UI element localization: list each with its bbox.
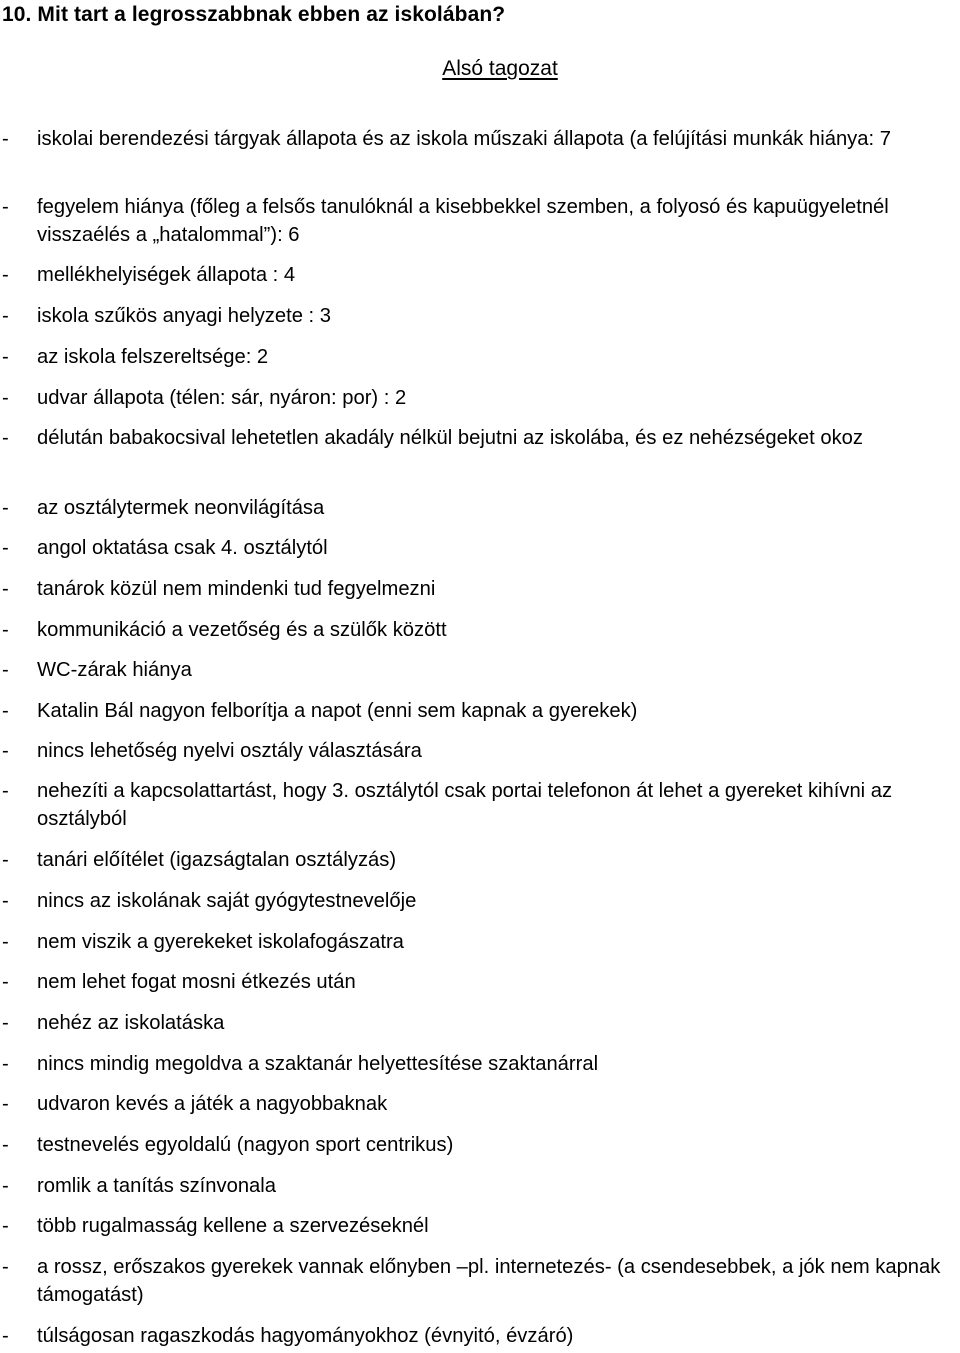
list-item-text: nincs lehetőség nyelvi osztály választására	[37, 740, 422, 762]
list-item	[0, 384, 958, 412]
list-item-text: udvaron kevés a játék a nagyobbaknak	[37, 1093, 388, 1115]
list-item	[0, 968, 958, 996]
list-item-text: udvar állapota (télen: sár, nyáron: por) : 2	[37, 387, 407, 409]
question-heading: 10. Mit tart a legrosszabbnak ebben az iskolában?	[2, 3, 506, 26]
list-item	[0, 656, 958, 684]
list-item	[0, 494, 958, 522]
list-item-text: nem viszik a gyerekeket iskolafogászatra	[37, 931, 404, 953]
list-item-text: az osztálytermek neonvilágítása	[37, 497, 325, 519]
list-item-text: a rossz, erőszakos gyerekek vannak előnyben –pl. internetezés- (a csendesebbek, a jók nem kapnak támogatást)	[37, 1256, 941, 1306]
list-item-text: nincs az iskolának saját gyógytestnevelője	[37, 890, 417, 912]
list-item	[0, 777, 958, 833]
list-item-text: nehezíti a kapcsolattartást, hogy 3. osztálytól csak portai telefonon át lehet a gyereket kihívni az osztályból	[37, 780, 893, 830]
bullet-dash: -	[2, 346, 9, 368]
bullet-dash: -	[2, 497, 9, 519]
bullet-dash: -	[2, 780, 9, 802]
bullet-dash: -	[2, 1175, 9, 1197]
list-item	[0, 1172, 958, 1200]
list-item-text: mellékhelyiségek állapota : 4	[37, 264, 296, 286]
bullet-dash: -	[2, 1215, 9, 1237]
bullet-dash: -	[2, 264, 9, 286]
list-item	[0, 616, 958, 644]
list-item	[0, 125, 958, 153]
list-item	[0, 697, 958, 725]
bullet-dash: -	[2, 1134, 9, 1156]
bullet-dash: -	[2, 971, 9, 993]
list-item-text: tanárok közül nem mindenki tud fegyelmezni	[37, 578, 436, 600]
list-item	[0, 1212, 958, 1240]
list-item	[0, 193, 958, 249]
list-item-text: túlságosan ragaszkodás hagyományokhoz (évnyitó, évzáró)	[37, 1325, 574, 1347]
list-item	[0, 575, 958, 603]
bullet-dash: -	[2, 890, 9, 912]
list-item-text: kommunikáció a vezetőség és a szülők között	[37, 619, 447, 641]
list-item-text: fegyelem hiánya (főleg a felsős tanulóknál a kisebbekkel szemben, a folyosó és kapuügyeletnél visszaélés a „hatalommal”): 6	[37, 196, 889, 246]
list-item	[0, 534, 958, 562]
list-item-text: iskola szűkös anyagi helyzete : 3	[37, 305, 332, 327]
section-title-row	[0, 54, 960, 84]
list-item	[0, 846, 958, 874]
list-item-text: délután babakocsival lehetetlen akadály nélkül bejutni az iskolába, és ez nehézségeket okoz	[37, 427, 863, 449]
bullet-dash: -	[2, 1256, 9, 1278]
bullet-dash: -	[2, 619, 9, 641]
bullet-dash: -	[2, 659, 9, 681]
bullet-dash: -	[2, 849, 9, 871]
list-item	[0, 887, 958, 915]
list-item-text: angol oktatása csak 4. osztálytól	[37, 537, 328, 559]
list-item	[0, 261, 958, 289]
list-item-text: nehéz az iskolatáska	[37, 1012, 225, 1034]
bullet-dash: -	[2, 128, 9, 150]
list-item	[0, 1322, 958, 1350]
list-item-text: tanári előítélet (igazságtalan osztályzás)	[37, 849, 397, 871]
bullet-dash: -	[2, 1053, 9, 1075]
list-item-text: nincs mindig megoldva a szaktanár helyettesítése szaktanárral	[37, 1053, 599, 1075]
bullet-dash: -	[2, 305, 9, 327]
list-item	[0, 424, 958, 452]
list-item-text: az iskola felszereltsége: 2	[37, 346, 269, 368]
list-item	[0, 1090, 958, 1118]
bullet-dash: -	[2, 931, 9, 953]
bullet-dash: -	[2, 196, 9, 218]
bullet-dash: -	[2, 1012, 9, 1034]
list-item-text: WC-zárak hiánya	[37, 659, 192, 681]
bullet-dash: -	[2, 740, 9, 762]
list-item-text: testnevelés egyoldalú (nagyon sport centrikus)	[37, 1134, 454, 1156]
list-item-text: iskolai berendezési tárgyak állapota és az iskola műszaki állapota (a felújítási munkák hiánya: 7	[37, 128, 891, 150]
bullet-dash: -	[2, 700, 9, 722]
bullet-dash: -	[2, 1093, 9, 1115]
list-item	[0, 302, 958, 330]
bullet-dash: -	[2, 1325, 9, 1347]
list-item	[0, 737, 958, 765]
list-item-text: romlik a tanítás színvonala	[37, 1175, 276, 1197]
list-item-text: nem lehet fogat mosni étkezés után	[37, 971, 356, 993]
list-item	[0, 928, 958, 956]
list-item	[0, 1253, 958, 1309]
bullet-dash: -	[2, 537, 9, 559]
bullet-dash: -	[2, 427, 9, 449]
list-item	[0, 1131, 958, 1159]
section-title: Alsó tagozat	[442, 57, 558, 80]
bullet-dash: -	[2, 578, 9, 600]
list-item-text: több rugalmasság kellene a szervezéseknél	[37, 1215, 429, 1237]
list-item	[0, 1050, 958, 1078]
bullet-dash: -	[2, 387, 9, 409]
list-item	[0, 343, 958, 371]
list-item	[0, 1009, 958, 1037]
list-item-text: Katalin Bál nagyon felborítja a napot (enni sem kapnak a gyerekek)	[37, 700, 638, 722]
